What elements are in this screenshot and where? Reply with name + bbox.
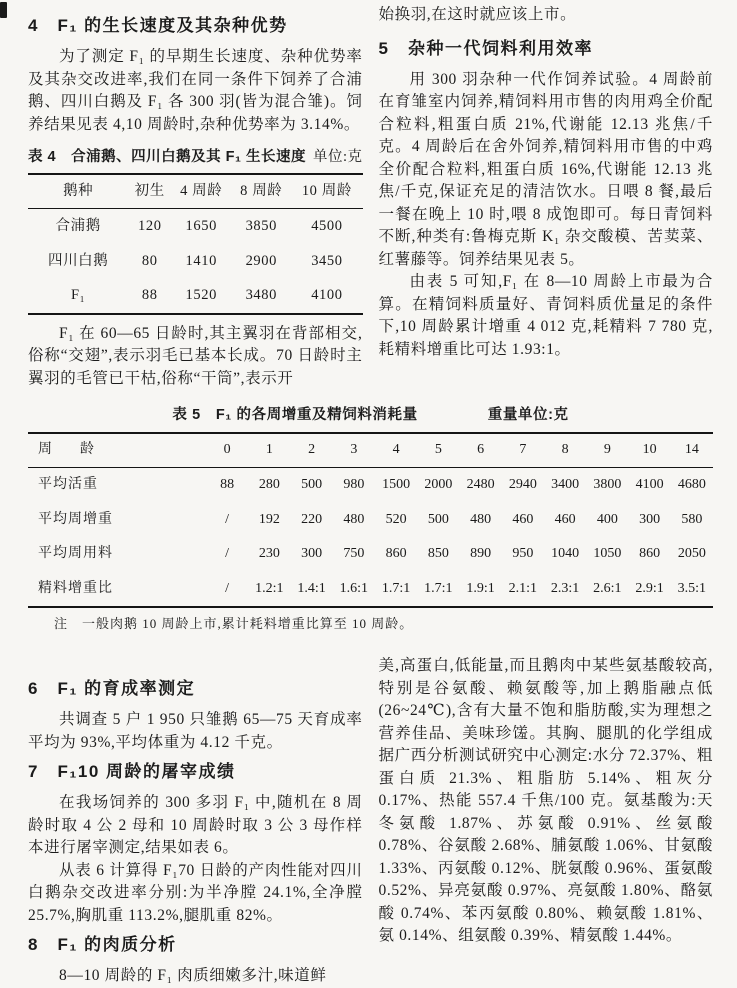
table-cell: 1050 bbox=[593, 546, 622, 561]
continuation-paragraph: 始换羽,在这时就应该上市。 bbox=[378, 6, 577, 23]
table-cell: 750 bbox=[343, 546, 365, 561]
section-7-paragraph-2: 从表 6 计算得 F₁70 日龄的产肉性能对四川白鹅杂交改进率分别:为半净膛 24.1%,全净膛 25.7%,胸肌重 113.2%,腿肌重 82%。 bbox=[28, 861, 363, 924]
table-cell: 2.1:1 bbox=[508, 580, 538, 596]
table-header-cell: 9 bbox=[586, 433, 628, 468]
table-cell: 220 bbox=[301, 511, 323, 527]
section-4-paragraph-2: F₁ 在 60—65 日龄时,其主翼羽在背部相交,俗称“交翅”,表示羽毛已基本长成。70 日龄时主翼羽的毛管已干枯,俗称“干筒”,表示开 bbox=[28, 324, 363, 387]
section-7-paragraph-1: 在我场饲养的 300 多羽 F₁ 中,随机在 8 周龄时取 4 公 2 母和 10 周龄时取 3 公 3 母作样本进行屠宰测定,结果如表 6。 bbox=[28, 794, 363, 856]
table-cell: 1.6:1 bbox=[339, 580, 369, 596]
table-cell: 230 bbox=[258, 546, 280, 561]
table-header-cell: 1 bbox=[248, 433, 290, 468]
table-cell: 2.9:1 bbox=[635, 580, 664, 596]
table-header-cell: 10 周龄 bbox=[291, 174, 362, 209]
table-cell: 4100 bbox=[311, 287, 343, 303]
table-5-header-row bbox=[28, 433, 713, 468]
table-5-title: 表 5 F₁ 的各周增重及精饲料消耗量 bbox=[172, 407, 418, 423]
section-5-paragraph-1: 用 300 羽杂种一代作饲养试验。4 周龄前在育雏室内饲养,精饲料用市售的肉用鸡全价配合粒料,粗蛋白质 21%,代谢能 12.13 兆焦/千克。4 周龄后在舍外饲养,精饲料用市售的中鸡全价配合粒料,粗蛋白质 16%,代谢能 12.13 兆焦/千克,保证充足的清洁饮水。日喂 8 餐,最后一餐在晚上 10 时,喂 8 成饱即可。每日青饲料不断,种类有:鲁梅克斯 K₁ 杂交酸模、苦荬菜、红薯藤等。饲养结果见表 5。 bbox=[378, 70, 713, 268]
table-header-cell: 4 bbox=[375, 433, 417, 468]
table-cell: 480 bbox=[343, 511, 365, 527]
table-cell: 300 bbox=[301, 546, 323, 561]
table-cell: 300 bbox=[639, 511, 661, 527]
table-cell: 850 bbox=[427, 546, 449, 561]
top-section bbox=[28, 4, 713, 390]
table-cell: 580 bbox=[681, 511, 703, 527]
table-header-cell: 初生 bbox=[128, 174, 171, 209]
table-5-note: 注 一般肉鹅 10 周龄上市,累计耗料增重比算至 10 周龄。 bbox=[54, 616, 414, 631]
table-cell: 4100 bbox=[635, 477, 664, 492]
table-cell: 平均周用料 bbox=[38, 546, 113, 561]
section-6-paragraph: 共调查 5 户 1 950 只雏鹅 65—75 天育成率平均为 93%,平均体重为 4.12 千克。 bbox=[28, 711, 363, 751]
table-cell: 500 bbox=[301, 477, 323, 492]
table-header-cell: 8 周龄 bbox=[231, 174, 291, 209]
section-5-heading: 5 杂种一代饲料利用效率 bbox=[378, 38, 593, 58]
table-cell: 1650 bbox=[185, 218, 217, 234]
table-row bbox=[28, 572, 713, 608]
table-cell: 3400 bbox=[551, 477, 580, 492]
table-row bbox=[28, 244, 363, 279]
table-header-cell: 14 bbox=[671, 433, 713, 468]
table-4-caption bbox=[28, 146, 363, 169]
section-4-heading: 4 F₁ 的生长速度及其杂种优势 bbox=[28, 16, 288, 35]
table-cell: 88 bbox=[220, 477, 235, 492]
top-left-column bbox=[28, 4, 363, 390]
table-cell: / bbox=[225, 546, 230, 561]
table-cell: 280 bbox=[258, 477, 280, 492]
table-row bbox=[28, 209, 363, 244]
table-header-cell: 4 周龄 bbox=[171, 174, 231, 209]
table-cell: 1.2:1 bbox=[255, 580, 284, 596]
table-cell: 950 bbox=[512, 546, 534, 561]
table-cell: 500 bbox=[427, 511, 449, 527]
table-cell: 120 bbox=[138, 218, 162, 234]
table-header-cell: 2 bbox=[291, 433, 333, 468]
table-cell: 890 bbox=[470, 546, 492, 561]
top-right-column bbox=[379, 4, 714, 390]
table-header-cell: 7 bbox=[502, 433, 544, 468]
table-row bbox=[28, 468, 713, 503]
table-cell: 2000 bbox=[424, 477, 453, 492]
table-cell: 平均周增重 bbox=[38, 511, 113, 527]
section-7-heading: 7 F₁10 周龄的屠宰成绩 bbox=[28, 762, 236, 781]
table-cell: 四川白鹅 bbox=[47, 252, 109, 269]
table-4-unit: 单位:克 bbox=[312, 149, 363, 165]
table-cell: 480 bbox=[470, 511, 492, 527]
table-cell: 2480 bbox=[466, 477, 495, 492]
table-cell: 1040 bbox=[551, 546, 580, 561]
table-5-caption bbox=[28, 404, 713, 427]
table-cell: 1410 bbox=[185, 252, 217, 269]
table-header-cell: 6 bbox=[460, 433, 502, 468]
table-cell: 2900 bbox=[245, 252, 277, 269]
continuation-paragraph: 美,高蛋白,低能量,而且鹅肉中某些氨基酸较高,特别是谷氨酸、赖氨酸等,加上鹅脂融点低(26~24℃),含有大量不饱和脂肪酸,实为理想之营养佳品、美味珍馐。其胸、腿肌的化学组成据广西分析测试研究中心测定:水分 72.37%、粗蛋白质 21.3%、粗脂肪 5.14%、粗灰分 0.17%、热能 557.4 千焦/100 克。氨基酸为:天冬氨酸 1.87%、苏氨酸 0.91%、丝氨酸 0.78%、谷氨酸 2.68%、脯氨酸 1.06%、甘氨酸 1.33%、丙氨酸 0.12%、胱氨酸 0.96%、蛋氨酸 0.52%、异亮氨酸 0.97%、亮氨酸 1.80%、酪氨酸 0.74%、苯丙氨酸 0.80%、赖氨酸 1.81%、氨 0.14%、组氨酸 0.39%、精氨酸 1.44%。 bbox=[378, 657, 713, 944]
table-5-unit: 重量单位:克 bbox=[487, 407, 569, 423]
table-cell: 1500 bbox=[382, 477, 411, 492]
section-8-paragraph: 8—10 周龄的 F₁ 肉质细嫩多汁,味道鲜 bbox=[59, 967, 327, 984]
table-cell: 2940 bbox=[508, 477, 537, 492]
table-row bbox=[28, 278, 363, 314]
table-cell: 3850 bbox=[245, 218, 277, 234]
table-cell: 2050 bbox=[677, 546, 706, 561]
table-cell: 3480 bbox=[245, 287, 277, 303]
table-cell: 980 bbox=[343, 477, 365, 492]
table-4-title: 表 4 合浦鹅、四川白鹅及其 F₁ 生长速度 bbox=[28, 149, 307, 165]
bottom-section bbox=[28, 655, 713, 988]
section-8-heading: 8 F₁ 的肉质分析 bbox=[28, 935, 177, 954]
section-5-paragraph-2: 由表 5 可知,F₁ 在 8—10 周龄上市最为合算。在精饲料质量好、青饲料质优量足的条件下,10 周龄累计增重 4 012 克,耗精料 7 780 克,耗精料增重比可达 1.93:1。 bbox=[378, 273, 713, 358]
table-cell: 860 bbox=[385, 546, 407, 561]
table-cell: F₁ bbox=[71, 287, 86, 303]
section-4-paragraph: 为了测定 F₁ 的早期生长速度、杂种优势率及其杂交改进率,我们在同一条件下饲养了合浦鹅、四川白鹅及 F₁ 各 300 羽(皆为混合雏)。饲养结果见表 4,10 周龄时,杂种优势率为 3.14%。 bbox=[28, 48, 363, 133]
table-header-cell: 鹅种 bbox=[28, 174, 128, 209]
bottom-right-column bbox=[379, 655, 714, 988]
table-cell: 400 bbox=[596, 511, 618, 527]
bottom-left-column bbox=[28, 655, 363, 988]
table-4 bbox=[28, 173, 363, 315]
table-cell: 1.9:1 bbox=[466, 580, 495, 596]
table-header-cell: 10 bbox=[629, 433, 671, 468]
table-cell: 合浦鹅 bbox=[55, 218, 101, 234]
table-header-cell: 周 龄 bbox=[28, 433, 206, 468]
table-cell: 1.4:1 bbox=[297, 580, 326, 596]
table-5-section bbox=[28, 404, 713, 633]
table-cell: 88 bbox=[141, 287, 158, 303]
scan-artifact bbox=[0, 2, 7, 18]
table-header-cell: 3 bbox=[333, 433, 375, 468]
table-cell: 3800 bbox=[593, 477, 622, 492]
table-cell: 2.6:1 bbox=[593, 580, 622, 596]
table-cell: 3450 bbox=[311, 252, 343, 269]
table-cell: 80 bbox=[141, 252, 158, 269]
table-cell: 1.7:1 bbox=[424, 580, 453, 596]
table-row bbox=[28, 537, 713, 572]
table-5 bbox=[28, 432, 713, 609]
table-header-cell: 5 bbox=[417, 433, 459, 468]
table-cell: 2.3:1 bbox=[550, 580, 580, 596]
table-header-cell: 0 bbox=[206, 433, 248, 468]
table-cell: 1520 bbox=[185, 287, 217, 303]
table-cell: 192 bbox=[258, 511, 280, 527]
table-cell: 4680 bbox=[677, 477, 706, 492]
table-cell: 460 bbox=[512, 511, 534, 527]
table-cell: 1.7:1 bbox=[381, 580, 411, 596]
section-6-heading: 6 F₁ 的育成率测定 bbox=[28, 679, 196, 698]
table-row bbox=[28, 503, 713, 538]
table-cell: / bbox=[225, 511, 230, 527]
table-cell: 3.5:1 bbox=[677, 580, 707, 596]
table-cell: 平均活重 bbox=[38, 477, 98, 492]
table-cell: 精料增重比 bbox=[38, 580, 113, 596]
table-cell: 4500 bbox=[311, 218, 343, 234]
table-cell: / bbox=[225, 580, 230, 596]
table-4-header-row bbox=[28, 174, 363, 209]
table-cell: 860 bbox=[639, 546, 661, 561]
table-cell: 460 bbox=[554, 511, 576, 527]
table-header-cell: 8 bbox=[544, 433, 586, 468]
table-cell: 520 bbox=[385, 511, 407, 527]
